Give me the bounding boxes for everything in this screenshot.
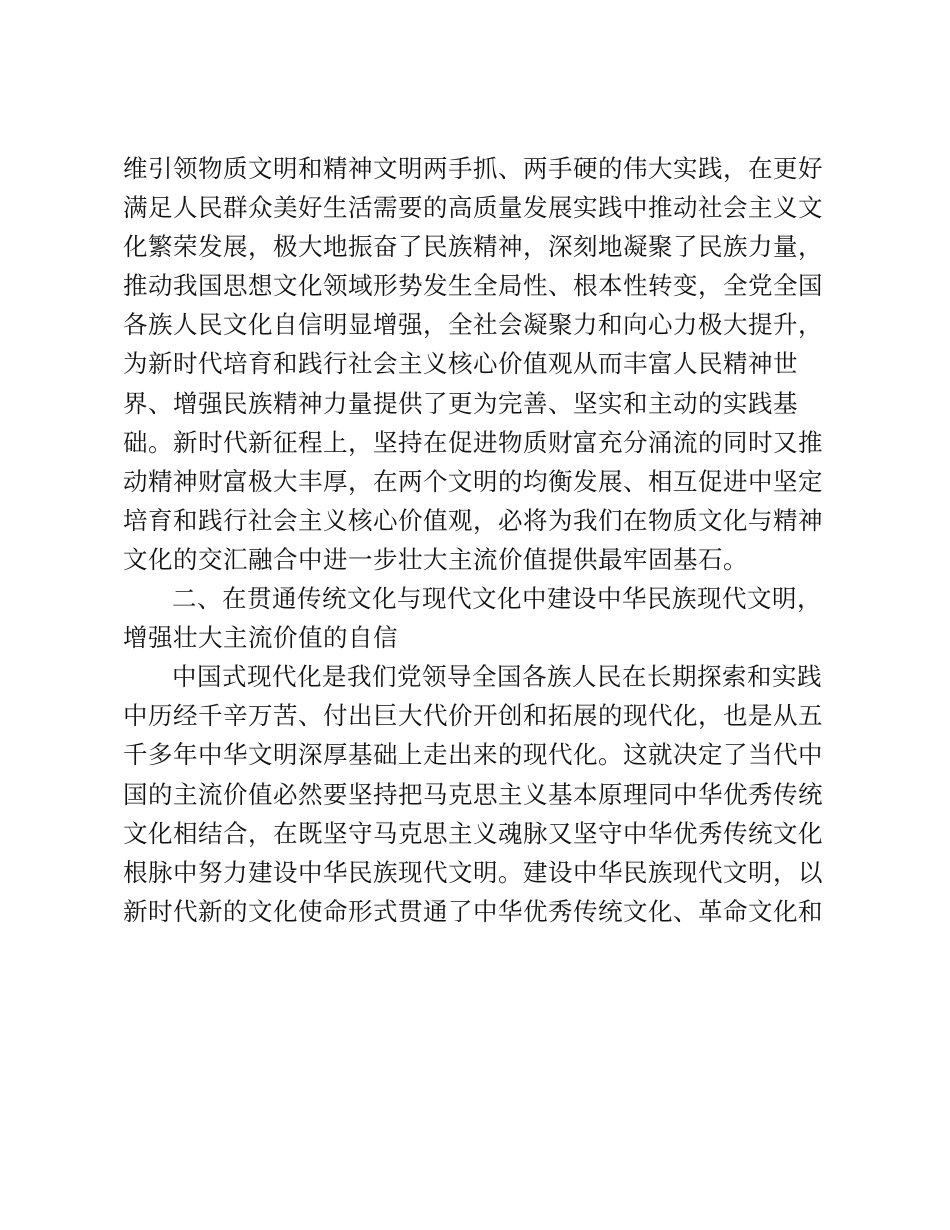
text-line: 化繁荣发展，极大地振奋了民族精神，深刻地凝聚了民族力量， <box>123 232 823 262</box>
text-line: 中历经千辛万苦、付出巨大代价开创和拓展的现代化，也是从五 <box>123 701 823 731</box>
document-body <box>123 149 828 931</box>
text-line: 础。新时代新征程上，坚持在促进物质财富充分涌流的同时又推 <box>123 427 823 457</box>
text-line: 维引领物质文明和精神文明两手抓、两手硬的伟大实践，在更好 <box>123 154 823 183</box>
text-line: 根脉中努力建设中华民族现代文明。建设中华民族现代文明，以 <box>123 857 823 887</box>
text-line: 国的主流价值必然要坚持把马克思主义基本原理同中华优秀传统 <box>123 779 823 809</box>
text-line: 文化相结合，在既坚守马克思主义魂脉又坚守中华优秀传统文化 <box>123 818 823 848</box>
paragraph-2 <box>123 657 828 931</box>
text-line: 培育和践行社会主义核心价值观，必将为我们在物质文化与精神 <box>123 505 823 535</box>
heading-line: 二、在贯通传统文化与现代文化中建设中华民族现代文明， <box>172 584 822 614</box>
text-line: 满足人民群众美好生活需要的高质量发展实践中推动社会主义文 <box>123 193 823 223</box>
text-line: 为新时代培育和践行社会主义核心价值观从而丰富人民精神世 <box>123 349 798 379</box>
text-line: 推动我国思想文化领域形势发生全局性、根本性转变，全党全国 <box>123 271 823 301</box>
text-line: 新时代新的文化使命形式贯通了中华优秀传统文化、革命文化和 <box>123 896 823 926</box>
text-line: 各族人民文化自信明显增强，全社会凝聚力和向心力极大提升， <box>123 310 823 340</box>
text-line: 中国式现代化是我们党领导全国各族人民在长期探索和实践 <box>172 662 822 692</box>
paragraph-1 <box>123 149 828 579</box>
heading-line: 增强壮大主流价值的自信 <box>123 623 398 653</box>
text-line: 千多年中华文明深厚基础上走出来的现代化。这就决定了当代中 <box>123 740 823 770</box>
text-line: 文化的交汇融合中进一步壮大主流价值提供最牢固基石。 <box>123 544 748 574</box>
section-heading <box>123 579 828 657</box>
text-line: 动精神财富极大丰厚，在两个文明的均衡发展、相互促进中坚定 <box>123 466 823 496</box>
text-line: 界、增强民族精神力量提供了更为完善、坚实和主动的实践基 <box>123 388 798 418</box>
